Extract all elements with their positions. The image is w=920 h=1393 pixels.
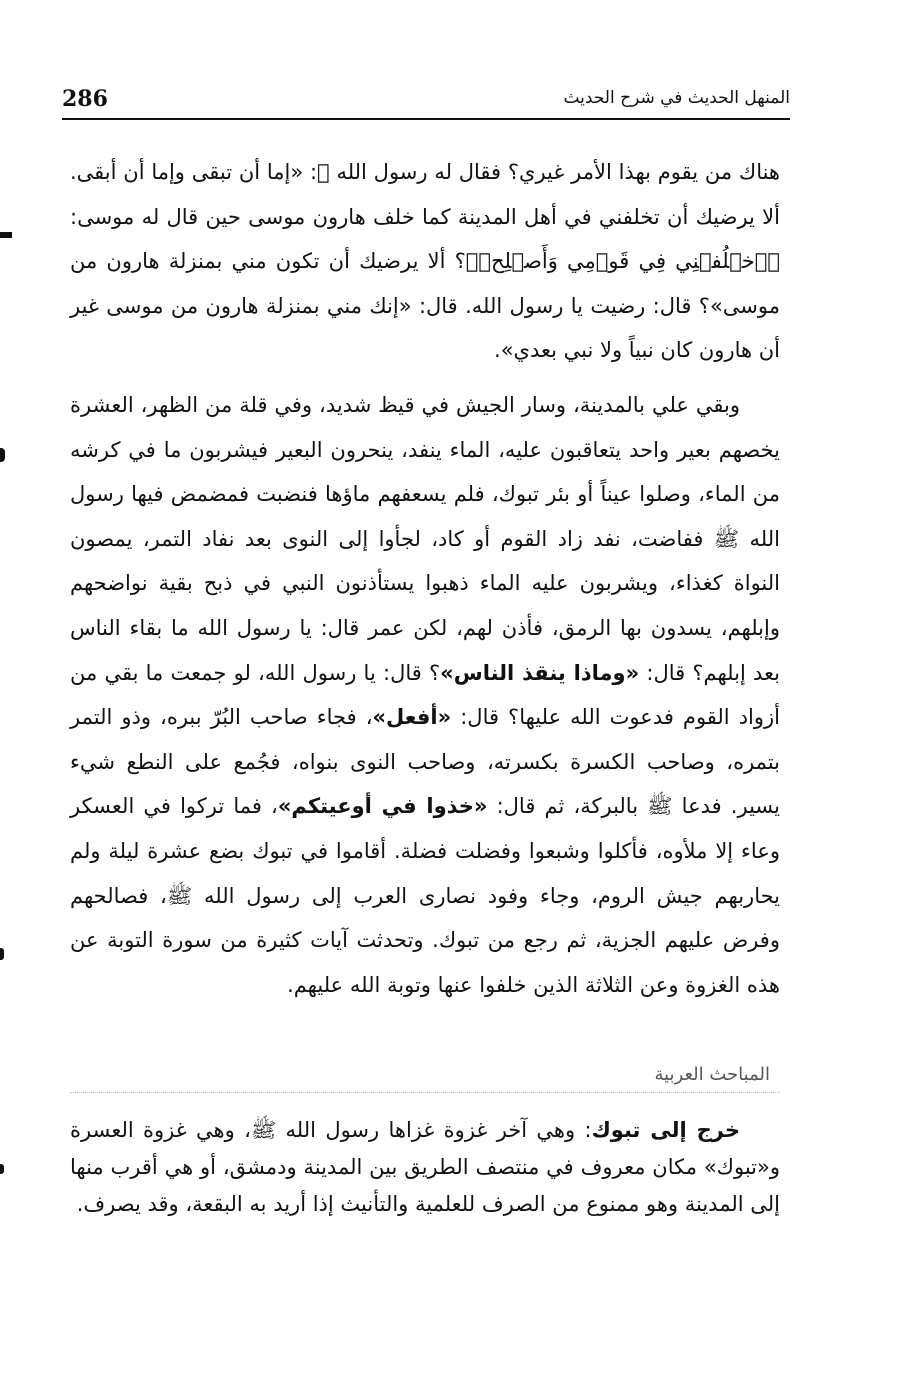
running-title: المنهل الحديث في شرح الحديث xyxy=(563,88,790,108)
paragraph-2-part-4: ، فما تركوا في العسكر وعاء إلا ملأوه، فأكلوا وشبعوا وفضلت فضلة. أقاموا في تبوك بضع عشرة ليلة ولم يحاربهم جيش الروم، وجاء وفود نصارى العرب إلى رسول الله ﷺ، فصالحهم وفرض عليهم الجزية، ثم رجع من تبوك. وتحدثت آيات كثيرة من سورة التوبة عن هذه الغزوة وعن الثلاثة الذين خلفوا عنها وتوبة الله عليهم. xyxy=(70,794,780,997)
section-paragraph-text: : وهي آخر غزوة غزاها رسول الله ﷺ، وهي غزوة العسرة و«تبوك» مكان معروف في منتصف الطريق بين المدينة ودمشق، أو هي أقرب منها إلى المدينة وهو ممنوع من الصرف للعلمية والتأنيث إذا أريد به البقعة، وقد يصرف. xyxy=(70,1118,780,1216)
main-text xyxy=(70,150,780,1007)
paragraph-2-part-1: وبقي علي بالمدينة، وسار الجيش في قيظ شديد، وفي قلة من الظهر، العشرة يخصهم بعير واحد يتعاقبون عليه، الماء ينفد، ينحرون البعير فيشربون ما في كرشه من الماء، وصلوا عيناً أو بئر تبوك، فلم يسعفهم ماؤها فنضبت فمضمض فيها رسول الله ﷺ ففاضت، نفد زاد القوم أو كاد، لجأوا إلى النوى بعد نفاد التمر، يمصون النواة كغذاء، ويشربون عليه الماء ذهبوا يستأذنون النبي في ذبح بقية نواضحهم وإبلهم، يسدون بها الرمق، فأذن لهم، لكن عمر قال: يا رسول الله ما بقاء الناس بعد إبلهم؟ قال: xyxy=(70,392,781,685)
section-paragraph xyxy=(70,1112,780,1223)
section-divider xyxy=(70,1092,780,1093)
page-number: 286 xyxy=(62,86,108,112)
section-text xyxy=(70,1112,780,1223)
page-header xyxy=(62,84,790,120)
prophet-quote-2: «أفعل» xyxy=(372,705,452,730)
scan-edge-mark xyxy=(0,1164,4,1174)
prophet-quote-1: «وماذا ينقذ الناس» xyxy=(440,660,640,685)
paragraph-2-part-2: ؟ قال: يا رسول الله، لو جمعت ما بقي من أزواد القوم فدعوت الله عليها؟ قال: xyxy=(70,660,781,730)
scan-edge-mark xyxy=(0,232,12,238)
paragraph-2 xyxy=(70,383,780,1007)
scan-edge-mark xyxy=(0,448,5,462)
section-lead-term: خرج إلى تبوك xyxy=(591,1118,741,1142)
paragraph-2-part-3: ، فجاء صاحب البُرّ ببره، وذو التمر بتمره، وصاحب الكسرة بكسرته، وصاحب النوى بنواه، فجُمع على النطع شيء يسير. فدعا ﷺ بالبركة، ثم قال: xyxy=(70,705,780,819)
paragraph-1: هناك من يقوم بهذا الأمر غيري؟ فقال له رسول الله ﷺ: «إما أن تبقى وإما أن أبقى. ألا يرضيك أن تخلفني في أهل المدينة كما خلف هارون موسى حين قال له موسى: ﴿ٱخۡلُفۡنِي فِي قَوۡمِي وَأَصۡلِحۡ﴾؟ ألا يرضيك أن تكون مني بمنزلة هارون من موسى»؟ قال: رضيت يا رسول الله. قال: «إنك مني بمنزلة هارون من موسى غير أن هارون كان نبياً ولا نبي بعدي». xyxy=(70,160,780,363)
prophet-quote-3: «خذوا في أوعيتكم» xyxy=(277,794,488,819)
scan-edge-mark xyxy=(0,948,4,960)
section-heading: المباحث العربية xyxy=(654,1064,770,1085)
